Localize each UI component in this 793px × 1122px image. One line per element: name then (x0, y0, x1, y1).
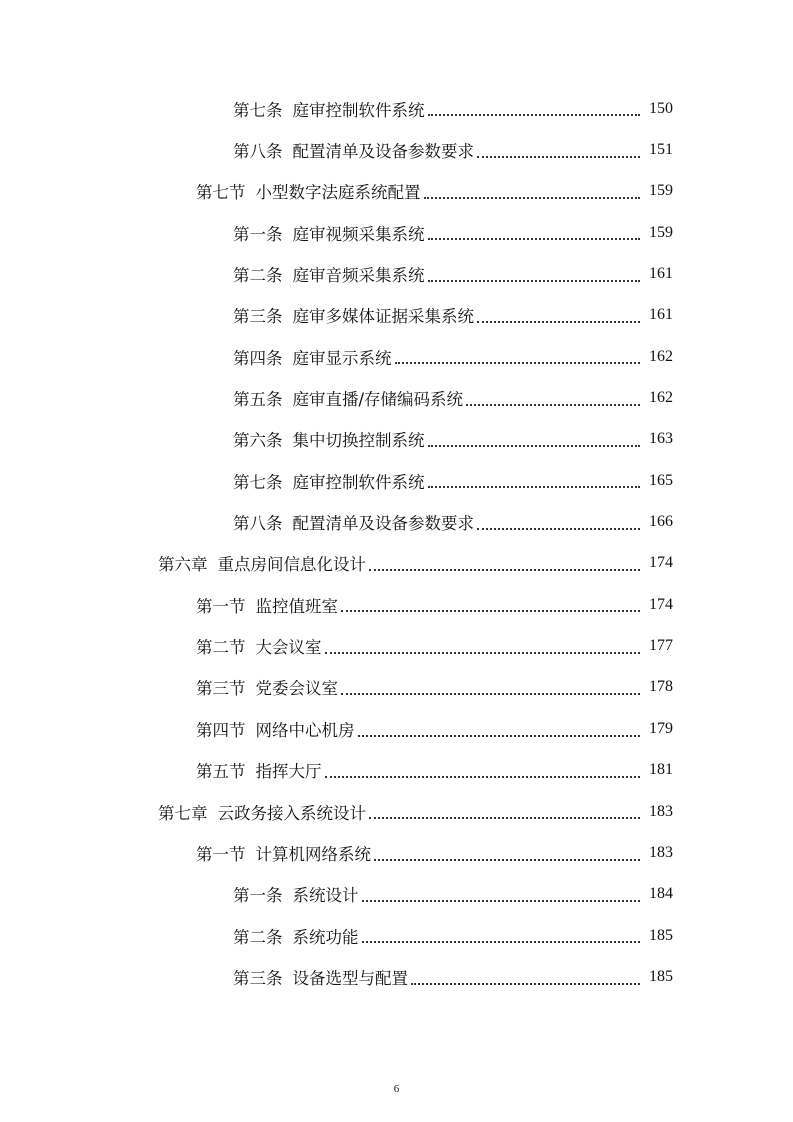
dot-leader (341, 609, 640, 612)
toc-entry-title: 配置清单及设备参数要求 (292, 142, 474, 162)
toc-entry-label: 第八条 (233, 142, 283, 162)
toc-entry-title: 庭审控制软件系统 (292, 100, 425, 120)
dot-leader (362, 899, 641, 902)
toc-entry[interactable] (0, 212, 793, 253)
toc-entry-label: 第三条 (233, 307, 283, 327)
toc-entry-page: 161 (649, 265, 673, 283)
toc-entry-label: 第二条 (233, 927, 283, 947)
toc-entry-title: 庭审多媒体证据采集系统 (292, 307, 474, 327)
dot-leader (362, 940, 641, 943)
toc-entry[interactable] (0, 171, 793, 212)
toc-entry-label: 第五节 (196, 762, 246, 782)
toc-entry[interactable] (0, 501, 793, 542)
toc-entry-label: 第二条 (233, 266, 283, 286)
toc-entry[interactable] (0, 956, 793, 997)
toc-entry[interactable] (0, 377, 793, 418)
toc-entry-title: 小型数字法庭系统配置 (255, 183, 421, 203)
toc-entry-label: 第七节 (196, 183, 246, 203)
toc-entry-page: 150 (649, 99, 673, 117)
toc-entry-label: 第三条 (233, 968, 283, 988)
toc-entry[interactable] (0, 460, 793, 501)
toc-entry-label: 第七条 (233, 472, 283, 492)
toc-entry-label: 第二节 (196, 638, 246, 658)
dot-leader (428, 113, 641, 116)
toc-entry-title: 庭审直播/存储编码系统 (292, 390, 464, 410)
toc-entry-title: 网络中心机房 (255, 720, 355, 740)
toc-entry-page: 163 (649, 430, 673, 448)
toc-entry[interactable] (0, 543, 793, 584)
toc-entry-page: 185 (649, 926, 673, 944)
toc-entry-label: 第六章 (158, 555, 208, 575)
toc-entry-page: 181 (649, 761, 673, 779)
toc-entry[interactable] (0, 295, 793, 336)
toc-entry[interactable] (0, 667, 793, 708)
toc-entry[interactable] (0, 129, 793, 170)
toc-entry-label: 第八条 (233, 514, 283, 534)
toc-entry-label: 第六条 (233, 431, 283, 451)
toc-entry-page: 185 (649, 967, 673, 985)
toc-entry-page: 179 (649, 719, 673, 737)
table-of-contents (0, 88, 793, 998)
dot-leader (341, 692, 640, 695)
toc-entry-page: 178 (649, 678, 673, 696)
toc-entry[interactable] (0, 336, 793, 377)
toc-entry-page: 174 (649, 595, 673, 613)
page-number: 6 (393, 1083, 400, 1095)
toc-entry-title: 设备选型与配置 (292, 968, 408, 988)
toc-entry-title: 庭审控制软件系统 (292, 472, 425, 492)
toc-entry-page: 162 (649, 389, 673, 407)
toc-entry-page: 166 (649, 513, 673, 531)
toc-entry-page: 183 (649, 843, 673, 861)
toc-entry-label: 第一条 (233, 224, 283, 244)
toc-entry-page: 177 (649, 637, 673, 655)
toc-entry-title: 指挥大厅 (255, 762, 322, 782)
toc-entry-page: 165 (649, 471, 673, 489)
toc-entry-label: 第一节 (196, 596, 246, 616)
toc-entry-page: 159 (649, 182, 673, 200)
toc-entry-title: 配置清单及设备参数要求 (292, 514, 474, 534)
toc-entry-title: 庭审音频采集系统 (292, 266, 425, 286)
toc-entry-title: 党委会议室 (255, 679, 338, 699)
toc-entry-title: 庭审视频采集系统 (292, 224, 425, 244)
toc-entry-title: 云政务接入系统设计 (217, 803, 366, 823)
toc-entry-label: 第一条 (233, 886, 283, 906)
toc-entry-label: 第一节 (196, 844, 246, 864)
dot-leader (395, 361, 641, 364)
toc-entry-page: 159 (649, 223, 673, 241)
toc-entry[interactable] (0, 253, 793, 294)
toc-entry-page: 183 (649, 802, 673, 820)
dot-leader (428, 444, 641, 447)
toc-entry[interactable] (0, 88, 793, 129)
toc-entry-title: 集中切换控制系统 (292, 431, 425, 451)
dot-leader (325, 775, 641, 778)
toc-entry-title: 系统设计 (292, 886, 359, 906)
toc-entry-page: 184 (649, 885, 673, 903)
toc-entry-title: 监控值班室 (255, 596, 338, 616)
toc-entry[interactable] (0, 874, 793, 915)
dot-leader (369, 816, 640, 819)
dot-leader (428, 279, 641, 282)
toc-entry[interactable] (0, 791, 793, 832)
dot-leader (428, 237, 641, 240)
dot-leader (477, 527, 640, 530)
dot-leader (369, 568, 640, 571)
toc-entry-title: 重点房间信息化设计 (217, 555, 366, 575)
dot-leader (424, 196, 641, 199)
toc-entry-label: 第五条 (233, 390, 283, 410)
dot-leader (374, 858, 640, 861)
toc-entry[interactable] (0, 419, 793, 460)
dot-leader (325, 651, 641, 654)
toc-entry-label: 第四节 (196, 720, 246, 740)
dot-leader (358, 734, 641, 737)
toc-entry-page: 161 (649, 306, 673, 324)
toc-entry-label: 第七条 (233, 100, 283, 120)
dot-leader (466, 403, 640, 406)
toc-entry-page: 174 (649, 554, 673, 572)
dot-leader (477, 155, 640, 158)
toc-entry[interactable] (0, 625, 793, 666)
toc-entry[interactable] (0, 750, 793, 791)
toc-entry-label: 第三节 (196, 679, 246, 699)
toc-entry-title: 计算机网络系统 (255, 844, 371, 864)
toc-entry-title: 大会议室 (255, 638, 322, 658)
dot-leader (477, 320, 640, 323)
toc-entry-label: 第七章 (158, 803, 208, 823)
dot-leader (428, 485, 641, 488)
toc-entry-title: 系统功能 (292, 927, 359, 947)
toc-entry[interactable] (0, 832, 793, 873)
dot-leader (411, 982, 640, 985)
toc-entry[interactable] (0, 915, 793, 956)
toc-entry-title: 庭审显示系统 (292, 348, 392, 368)
toc-entry-label: 第四条 (233, 348, 283, 368)
toc-entry[interactable] (0, 708, 793, 749)
toc-entry[interactable] (0, 584, 793, 625)
toc-entry-page: 162 (649, 347, 673, 365)
toc-entry-page: 151 (649, 141, 673, 159)
